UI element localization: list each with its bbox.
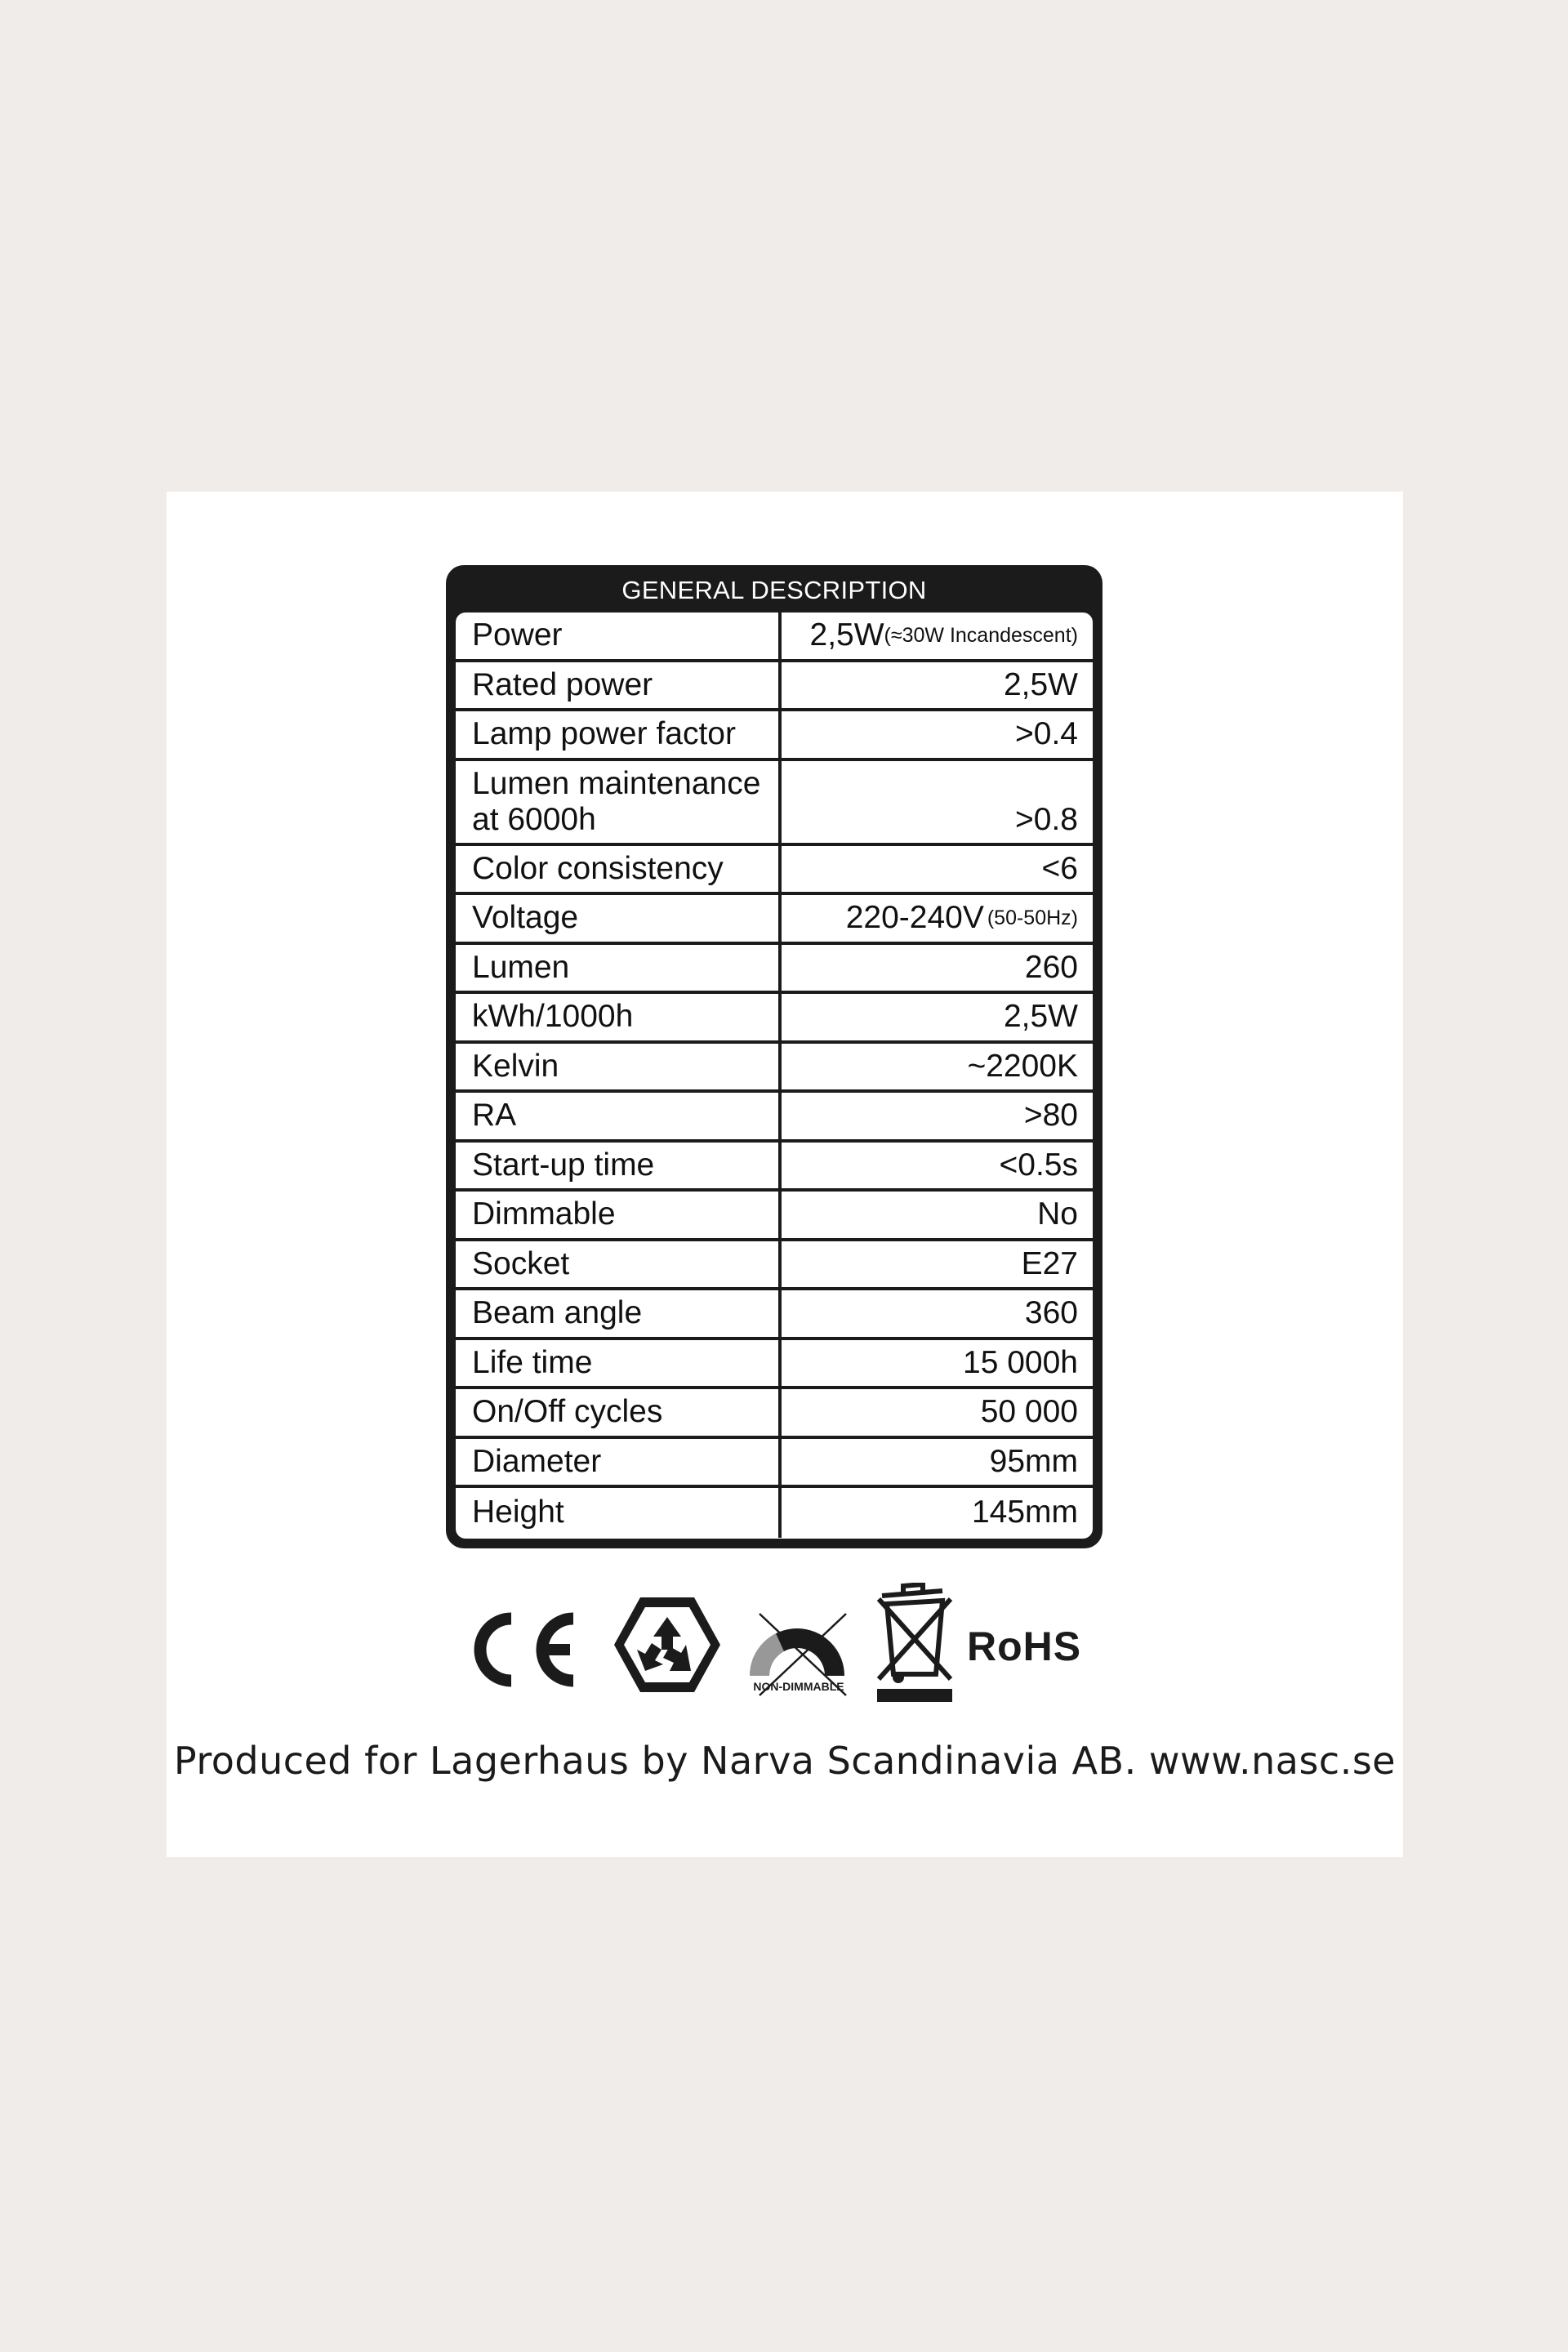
spec-value: <0.5s <box>999 1147 1078 1183</box>
spec-row-voltage <box>456 895 1093 945</box>
spec-label: Life time <box>456 1340 782 1387</box>
label-card <box>167 492 1403 1857</box>
spec-row-beam-angle <box>456 1290 1093 1340</box>
spec-label: Diameter <box>456 1439 782 1486</box>
spec-label: Socket <box>456 1241 782 1288</box>
spec-label: Kelvin <box>456 1044 782 1090</box>
spec-label: RA <box>456 1093 782 1139</box>
spec-rows <box>456 612 1093 1539</box>
spec-row-on-off-cycles <box>456 1389 1093 1439</box>
spec-value: 95mm <box>989 1443 1078 1479</box>
ce-mark-icon <box>469 1609 583 1690</box>
spec-label: Lumen maintenance at 6000h <box>456 761 782 843</box>
spec-value: 2,5W <box>1003 999 1078 1035</box>
footer-text: Produced for Lagerhaus by Narva Scandinavia AB. www.nasc.se <box>173 1739 1396 1783</box>
spec-table <box>446 565 1102 1548</box>
spec-row-power <box>456 612 1093 662</box>
spec-row-color-consistency <box>456 846 1093 896</box>
spec-row-lumen <box>456 945 1093 995</box>
recycle-icon <box>612 1592 722 1697</box>
spec-row-lumen-maintenance <box>456 761 1093 846</box>
spec-label: On/Off cycles <box>456 1389 782 1436</box>
spec-table-title: GENERAL DESCRIPTION <box>621 576 927 604</box>
spec-row-height <box>456 1488 1093 1538</box>
spec-row-ra <box>456 1093 1093 1143</box>
spec-row-rated-power <box>456 662 1093 712</box>
spec-row-socket <box>456 1241 1093 1291</box>
spec-value: <6 <box>1041 850 1078 886</box>
spec-label: Rated power <box>456 662 782 709</box>
spec-row-kelvin <box>456 1044 1093 1094</box>
spec-value <box>782 612 1093 659</box>
spec-row-lamp-power-factor <box>456 711 1093 761</box>
spec-row-diameter <box>456 1439 1093 1489</box>
non-dimmable-label: NON-DIMMABLE <box>753 1680 844 1693</box>
spec-value: No <box>1037 1196 1078 1232</box>
spec-value-note: (≈30W Incandescent) <box>884 623 1078 647</box>
spec-value: 260 <box>1024 949 1078 985</box>
spec-value: 15 000h <box>963 1344 1078 1380</box>
spec-value: 50 000 <box>980 1394 1078 1430</box>
crossed-out-bin-icon <box>874 1583 956 1705</box>
spec-label: Dimmable <box>456 1192 782 1238</box>
spec-value: >80 <box>1023 1098 1078 1134</box>
spec-label: Lamp power factor <box>456 711 782 758</box>
spec-value: ~2200K <box>967 1048 1078 1084</box>
spec-row-life-time <box>456 1340 1093 1390</box>
spec-value: E27 <box>1021 1245 1078 1281</box>
spec-value-main: 2,5W <box>809 617 884 653</box>
spec-value-note: (50-50Hz) <box>987 906 1078 929</box>
spec-value: 360 <box>1024 1295 1078 1331</box>
spec-label: Height <box>456 1488 782 1538</box>
spec-label: Lumen <box>456 945 782 991</box>
spec-label: Power <box>456 612 782 659</box>
spec-row-kwh <box>456 994 1093 1044</box>
spec-row-start-up-time <box>456 1143 1093 1192</box>
spec-value: 2,5W <box>1003 666 1078 702</box>
spec-label: Voltage <box>456 895 782 942</box>
spec-value: 145mm <box>971 1494 1078 1530</box>
spec-label: Beam angle <box>456 1290 782 1337</box>
spec-value: >0.8 <box>1015 801 1078 837</box>
spec-label: Color consistency <box>456 846 782 893</box>
spec-label: kWh/1000h <box>456 994 782 1040</box>
spec-label: Start-up time <box>456 1143 782 1189</box>
spec-value: >0.4 <box>1015 716 1078 752</box>
spec-value-main: 220-240V <box>845 900 984 936</box>
rohs-mark: RoHS <box>967 1624 1082 1669</box>
non-dimmable-icon <box>743 1609 854 1699</box>
spec-value <box>782 895 1093 942</box>
spec-row-dimmable <box>456 1192 1093 1241</box>
